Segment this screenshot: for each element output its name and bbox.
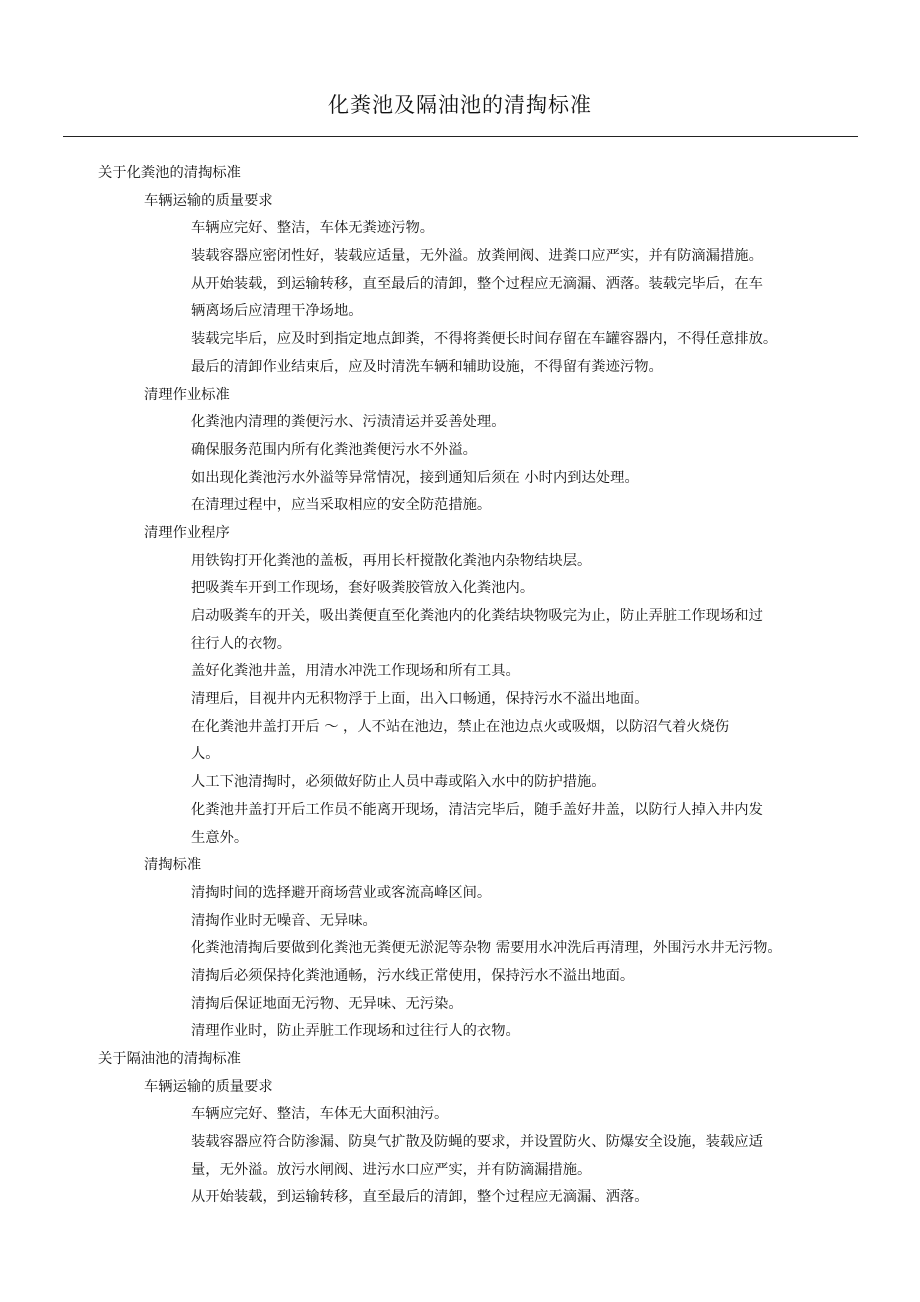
body-line: 清理作业时，防止弄脏工作现场和过往行人的衣物。	[191, 1023, 520, 1040]
body-line: 启动吸粪车的开关，吸出粪便直至化粪池内的化粪结块物吸完为止，防止弄脏工作现场和过	[191, 608, 763, 624]
subsection-heading: 清掏标准	[144, 857, 202, 874]
body-line: 人。	[191, 746, 220, 763]
body-line: 在清理过程中，应当采取相应的安全防范措施。	[191, 497, 492, 514]
body-line: 化粪池井盖打开后工作员不能离开现场，清洁完毕后，随手盖好井盖，以防行人掉入井内发	[191, 801, 763, 818]
body-line: 在化粪池井盖打开后 ～ ，人不站在池边，禁止在池边点火或吸烟，以防沼气着火烧伤	[191, 718, 730, 735]
body-line: 量，无外溢。放污水闸阀、进污水口应严实，并有防滴漏措施。	[191, 1161, 592, 1178]
body-line: 用铁钩打开化粪池的盖板，再用长杆搅散化粪池内杂物结块层。	[191, 552, 592, 569]
body-line: 车辆应完好、整洁，车体无大面积油污。	[191, 1106, 449, 1123]
body-line: 生意外。	[191, 829, 249, 846]
body-line: 往行人的衣物。	[191, 635, 292, 652]
body-line: 车辆应完好、整洁，车体无粪迹污物。	[191, 220, 435, 237]
body-line: 从开始装载，到运输转移，直至最后的清卸，整个过程应无滴漏、洒落。装载完毕后，在车	[191, 275, 763, 292]
section-heading: 关于化粪池的清掏标准	[98, 165, 241, 181]
body-line: 最后的清卸作业结束后，应及时清洗车辆和辅助设施，不得留有粪迹污物。	[191, 358, 663, 375]
body-line: 化粪池清掏后要做到化粪池无粪便无淤泥等杂物 需要用水冲洗后再清理，外围污水井无污物。	[191, 940, 782, 957]
body-line: 清掏后必须保持化粪池通畅，污水线正常使用，保持污水不溢出地面。	[191, 967, 635, 984]
body-line: 清掏后保证地面无污物、无异味、无污染。	[191, 995, 463, 1012]
body-line: 确保服务范围内所有化粪池粪便污水不外溢。	[191, 441, 477, 458]
document-title: 化粪池及隔油池的清掏标准	[328, 93, 592, 117]
section-heading: 关于隔油池的清掏标准	[98, 1051, 241, 1067]
subsection-heading: 车辆运输的质量要求	[144, 1078, 273, 1095]
document-body	[0, 160, 920, 1212]
body-line: 清掏作业时无噪音、无异味。	[191, 912, 377, 929]
body-line: 盖好化粪池井盖，用清水冲洗工作现场和所有工具。	[191, 663, 520, 680]
body-line: 从开始装载，到运输转移，直至最后的清卸，整个过程应无滴漏、洒落。	[191, 1189, 649, 1206]
body-line: 辆离场后应清理干净场地。	[191, 303, 363, 320]
subsection-heading: 清理作业标准	[144, 386, 230, 403]
body-line: 如出现化粪池污水外溢等异常情况，接到通知后须在 小时内到达处理。	[191, 469, 639, 486]
body-line: 装载完毕后，应及时到指定地点卸粪，不得将粪便长时间存留在车罐容器内，不得任意排放。	[191, 331, 778, 348]
body-line: 清掏时间的选择避开商场营业或客流高峰区间。	[191, 884, 492, 901]
body-line: 化粪池内清理的粪便污水、污渍清运并妥善处理。	[191, 414, 506, 431]
subsection-heading: 清理作业程序	[144, 524, 230, 541]
body-line: 清理后，目视井内无积物浮于上面，出入口畅通，保持污水不溢出地面。	[191, 691, 649, 708]
body-line: 装载容器应符合防渗漏、防臭气扩散及防蝇的要求，并设置防火、防爆安全设施，装载应适	[191, 1134, 763, 1151]
subsection-heading: 车辆运输的质量要求	[144, 192, 273, 209]
title-divider	[63, 136, 858, 137]
body-line: 人工下池清掏时，必须做好防止人员中毒或陷入水中的防护措施。	[191, 774, 606, 791]
body-line: 把吸粪车开到工作现场，套好吸粪胶管放入化粪池内。	[191, 580, 535, 597]
body-line: 装载容器应密闭性好，装载应适量，无外溢。放粪闸阀、进粪口应严实，并有防滴漏措施。	[191, 248, 763, 265]
